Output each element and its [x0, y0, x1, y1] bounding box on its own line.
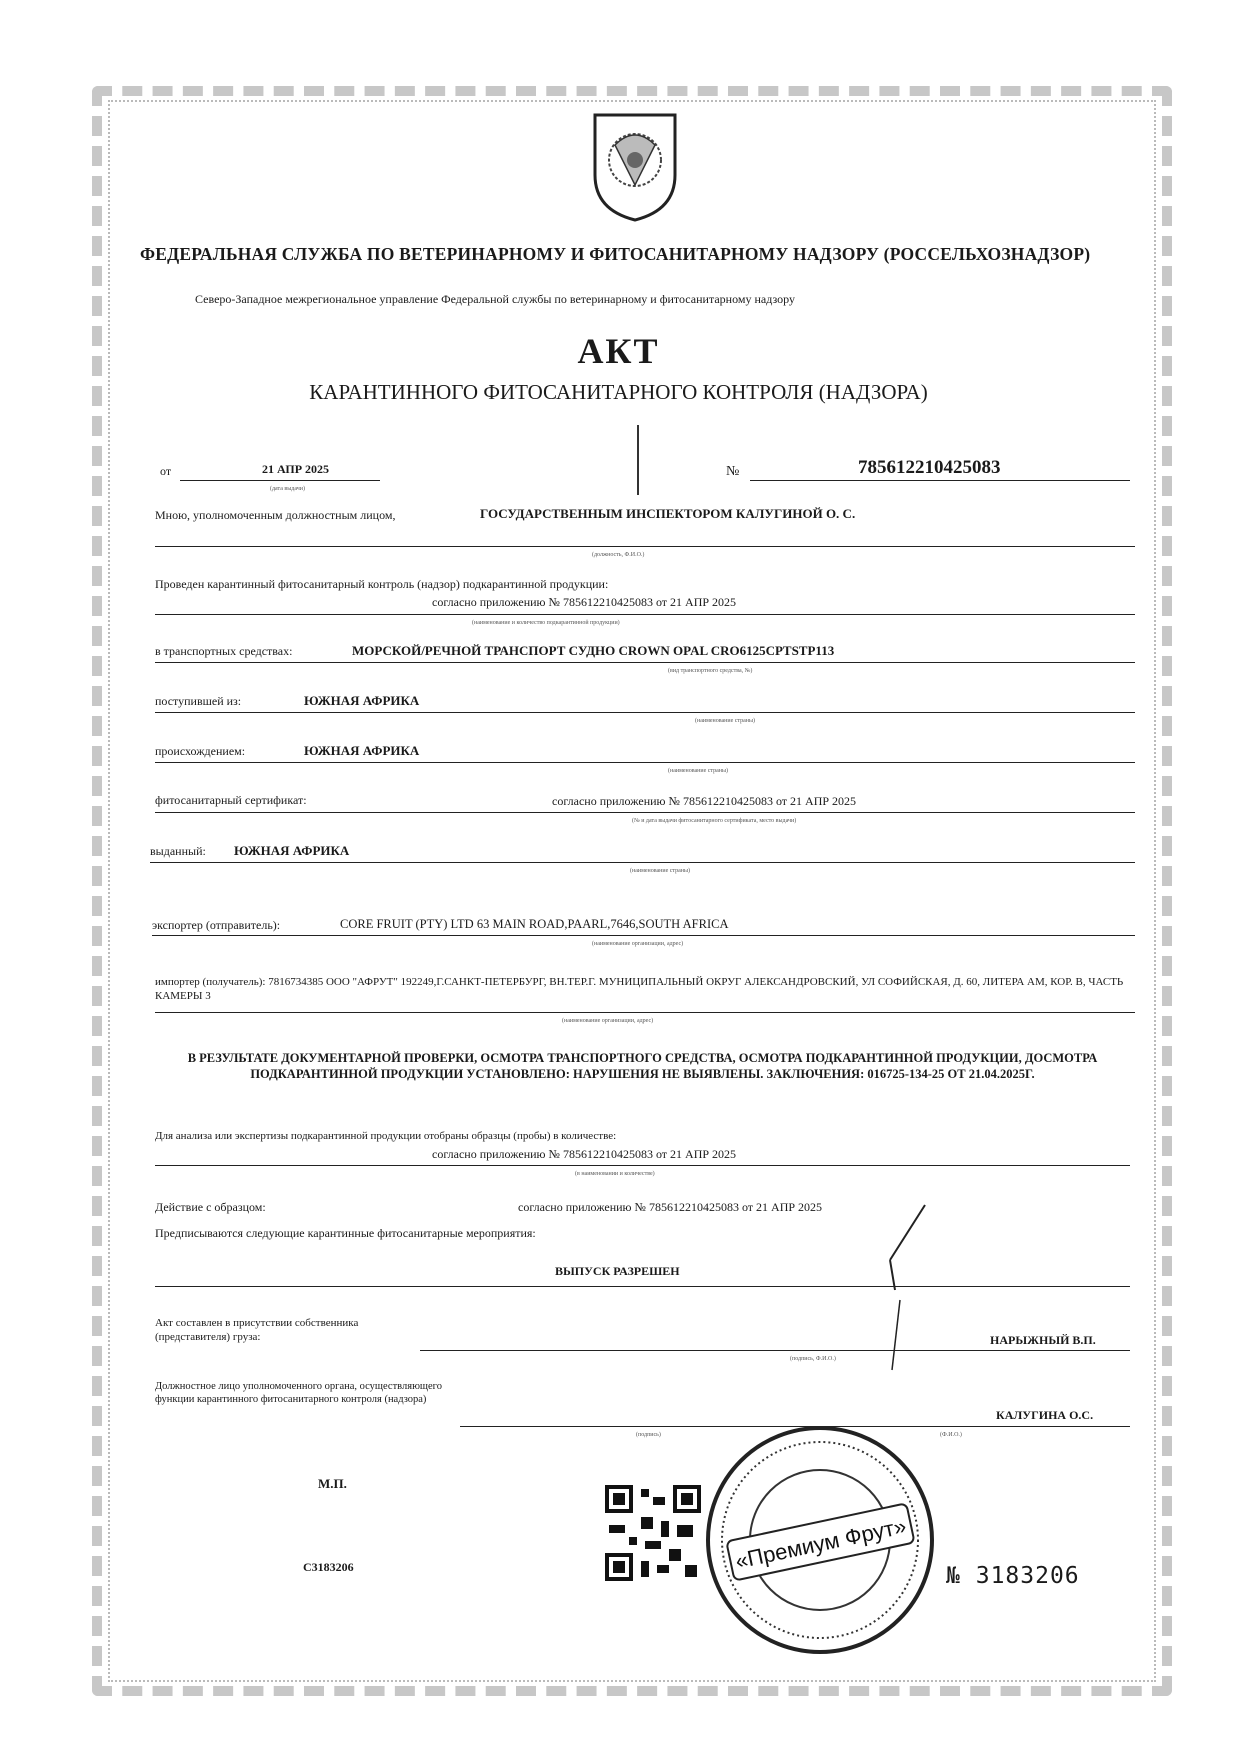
official-name: КАЛУГИНА О.С.: [996, 1408, 1094, 1422]
coat-of-arms-icon: [585, 105, 685, 225]
serial-small: C3183206: [303, 1560, 354, 1574]
importer-block: [155, 975, 1130, 1003]
pin-mark: [637, 425, 639, 495]
samples-label: Для анализа или экспертизы подкарантинной продукции отобраны образцы (пробы) в количестве:: [155, 1130, 617, 1142]
exporter-value: CORE FRUIT (PTY) LTD 63 MAIN ROAD,PAARL,7646,SOUTH AFRICA: [340, 917, 729, 931]
arrived-hint: (наименование страны): [695, 718, 756, 724]
presence-name: НАРЫЖНЫЙ В.П.: [990, 1333, 1096, 1347]
control-hint: (наименование и количество подкарантинной продукции): [472, 620, 620, 626]
inspector-value: ГОСУДАРСТВЕННЫМ ИНСПЕКТОРОМ КАЛУГИНОЙ О. С.: [480, 506, 856, 521]
origin-value: ЮЖНАЯ АФРИКА: [304, 743, 420, 758]
document-number: 785612210425083: [858, 457, 1001, 478]
document-subtitle: КАРАНТИННОГО ФИТОСАНИТАРНОГО КОНТРОЛЯ (НАДЗОРА): [309, 380, 928, 404]
inspector-label: Мною, уполномоченным должностным лицом,: [155, 508, 396, 522]
signature-stroke: [880, 1200, 960, 1380]
subagency-name: Северо-Западное межрегиональное управление Федеральной службы по ветеринарному и фитосанитарному надзору: [195, 292, 795, 306]
stamp-text: «Премиум Фрут»: [733, 1513, 909, 1574]
measures-label: Предписываются следующие карантинные фитосанитарные мероприятия:: [155, 1226, 536, 1240]
measures-value: ВЫПУСК РАЗРЕШЕН: [555, 1264, 680, 1278]
issued-hint: (наименование страны): [630, 868, 691, 874]
origin-hint: (наименование страны): [668, 768, 729, 774]
control-value: согласно приложению № 785612210425083 от 21 АПР 2025: [432, 595, 737, 609]
control-label: Проведен карантинный фитосанитарный контроль (надзор) подкарантинной продукции:: [155, 577, 609, 591]
document-title: АКТ: [577, 331, 660, 371]
arrived-value: ЮЖНАЯ АФРИКА: [304, 693, 420, 708]
exporter-label: экспортер (отправитель):: [152, 918, 281, 932]
transport-value: МОРСКОЙ/РЕЧНОЙ ТРАНСПОРТ СУДНО CROWN OPAL CRO6125CPTSTP113: [352, 643, 835, 658]
action-value: согласно приложению № 785612210425083 от 21 АПР 2025: [518, 1200, 823, 1214]
agency-name: ФЕДЕРАЛЬНАЯ СЛУЖБА ПО ВЕТЕРИНАРНОМУ И ФИТОСАНИТАРНОМУ НАДЗОРУ (РОССЕЛЬХОЗНАДЗОР): [140, 244, 1091, 264]
importer-label: импортер (получатель):: [155, 976, 266, 988]
presence-hint: (подпись, Ф.И.О.): [790, 1356, 836, 1362]
date-hint: (дата выдачи): [270, 486, 305, 492]
transport-label: в транспортных средствах:: [155, 644, 293, 658]
date-prefix: от: [160, 464, 172, 478]
official-hint-name: (Ф.И.О.): [940, 1432, 962, 1438]
inspector-hint: (должность, Ф.И.О.): [592, 552, 645, 558]
issued-value: ЮЖНАЯ АФРИКА: [234, 843, 350, 858]
exporter-hint: (наименование организации, адрес): [592, 941, 684, 947]
qr-code-icon: [605, 1485, 701, 1581]
official-label: Должностное лицо уполномоченного органа, осуществляющего функции карантинного фитосанитарного контроля (надзора): [155, 1381, 442, 1405]
serial-prefix: №: [946, 1563, 961, 1589]
presence-label: Акт составлен в присутствии собственника (представителя) груза:: [155, 1317, 359, 1343]
official-hint-sign: (подпись): [636, 1432, 661, 1438]
action-label: Действие с образцом:: [155, 1200, 266, 1214]
certificate-value: согласно приложению № 785612210425083 от 21 АПР 2025: [552, 794, 857, 808]
origin-label: происхождением:: [155, 744, 246, 758]
transport-hint: (вид транспортного средства, №): [668, 668, 753, 674]
serial-value: 3183206: [975, 1563, 1080, 1589]
certificate-hint: (№ и дата выдачи фитосанитарного сертификата, место выдачи): [632, 818, 797, 824]
importer-hint: (наименование организации, адрес): [562, 1018, 654, 1024]
serial-number: [946, 1563, 1080, 1589]
issued-label: выданный:: [150, 844, 206, 858]
seal-place-label: М.П.: [318, 1476, 347, 1491]
samples-value: согласно приложению № 785612210425083 от 21 АПР 2025: [432, 1147, 737, 1161]
inspection-result: В РЕЗУЛЬТАТЕ ДОКУМЕНТАРНОЙ ПРОВЕРКИ, ОСМОТРА ТРАНСПОРТНОГО СРЕДСТВА, ОСМОТРА ПОДКАРАНТИННОЙ ПРОДУКЦИИ, ДОСМОТРА ПОДКАРАНТИННОЙ ПРОДУКЦИИ УСТАНОВЛЕНО: НАРУШЕНИЯ НЕ ВЫЯВЛЕНЫ. ЗАКЛЮЧЕНИЯ: 016725-134-25 ОТ 21.04.2025Г.: [187, 1051, 1098, 1081]
arrived-label: поступившей из:: [155, 694, 242, 708]
importer-value: 7816734385 ООО "АФРУТ" 192249,Г.САНКТ-ПЕТЕРБУРГ, ВН.ТЕР.Г. МУНИЦИПАЛЬНЫЙ ОКРУГ АЛЕКСАНДРОВСКИЙ, УЛ СОФИЙСКАЯ, Д. 60, ЛИТЕРА АМ, КОР. В, ЧАСТЬ КАМЕРЫ 3: [155, 976, 1124, 1002]
date-value: 21 АПР 2025: [262, 462, 330, 476]
certificate-label: фитосанитарный сертификат:: [155, 793, 307, 807]
number-label: №: [726, 464, 740, 479]
company-stamp: [700, 1420, 940, 1660]
samples-hint: (в наименовании и количестве): [575, 1171, 655, 1177]
